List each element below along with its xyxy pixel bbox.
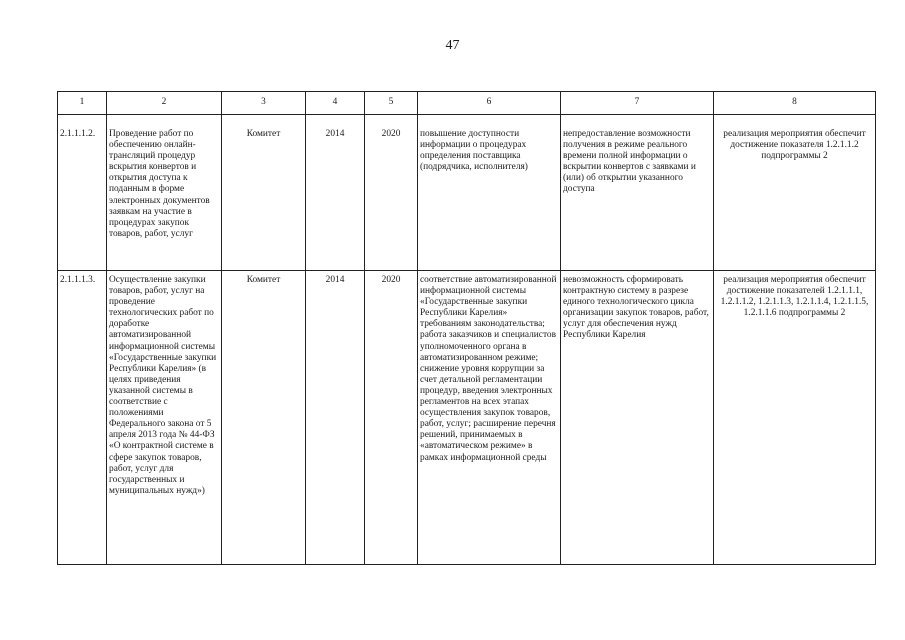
measure-indicator-link: реализация мероприятия обеспечит достижение показателей 1.2.1.1.1, 1.2.1.1.2, 1.2.1.1.3, 1.2.1.1.4, 1.2.1.1.5, 1.2.1.1.6 подпрограммы 2 — [714, 271, 876, 565]
measure-end-year: 2020 — [365, 271, 418, 565]
measure-start-year: 2014 — [306, 271, 365, 565]
measure-consequence: невозможность сформировать контрактную систему в разрезе единого технологического цикла организации закупок товаров, работ, услуг для обеспечения нужд Республики Карелия — [561, 271, 714, 565]
measure-name: Осуществление закупки товаров, работ, услуг на проведение технологических работ по доработке автоматизированной информационной системы «Государственные закупки Республики Карелия» (в целях приведения указанной системы в соответствие с положениями Федерального закона от 5 апреля 2013 года № 44-ФЗ «О контрактной системе в сфере закупок товаров, работ, услуг для государственных и муниципальных нужд») — [107, 271, 222, 565]
column-header: 7 — [561, 92, 714, 115]
measure-name: Проведение работ по обеспечению онлайн-трансляций процедур вскрытия конвертов и открытия доступа к поданным в форме электронных документов заявкам на участие в процедурах закупок товаров, работ, услуг — [107, 115, 222, 271]
column-header: 4 — [306, 92, 365, 115]
column-header: 6 — [418, 92, 561, 115]
table-row — [58, 271, 876, 565]
column-header: 3 — [222, 92, 306, 115]
measure-end-year: 2020 — [365, 115, 418, 271]
measure-consequence: непредоставление возможности получения в режиме реального времени полной информации о вскрытии конвертов с заявками и (или) об открытии указанного доступа — [561, 115, 714, 271]
measure-indicator-link: реализация мероприятия обеспечит достижение показателя 1.2.1.1.2 подпрограммы 2 — [714, 115, 876, 271]
measure-expected-result: соответствие автоматизированной информационной системы «Государственные закупки Республики Карелия» требованиям законодательства; работа заказчиков и специалистов уполномоченного органа в автоматизированном режиме; снижение уровня коррупции за счет детальной регламентации процедур, введения электронных регламентов на всех этапах осуществления закупок товаров, работ, услуг; расширение перечня решений, принимаемых в «автоматическом режиме» в рамках информационной среды — [418, 271, 561, 565]
measure-executor: Комитет — [222, 115, 306, 271]
measure-number: 2.1.1.1.3. — [58, 271, 107, 565]
page-number: 47 — [445, 38, 460, 53]
column-header: 5 — [365, 92, 418, 115]
measure-start-year: 2014 — [306, 115, 365, 271]
measure-executor: Комитет — [222, 271, 306, 565]
table-header-row — [58, 92, 876, 115]
column-header: 2 — [107, 92, 222, 115]
program-measures-table — [57, 91, 876, 565]
column-header: 1 — [58, 92, 107, 115]
measure-expected-result: повышение доступности информации о процедурах определения поставщика (подрядчика, исполнителя) — [418, 115, 561, 271]
column-header: 8 — [714, 92, 876, 115]
table-row — [58, 115, 876, 271]
measure-number: 2.1.1.1.2. — [58, 115, 107, 271]
